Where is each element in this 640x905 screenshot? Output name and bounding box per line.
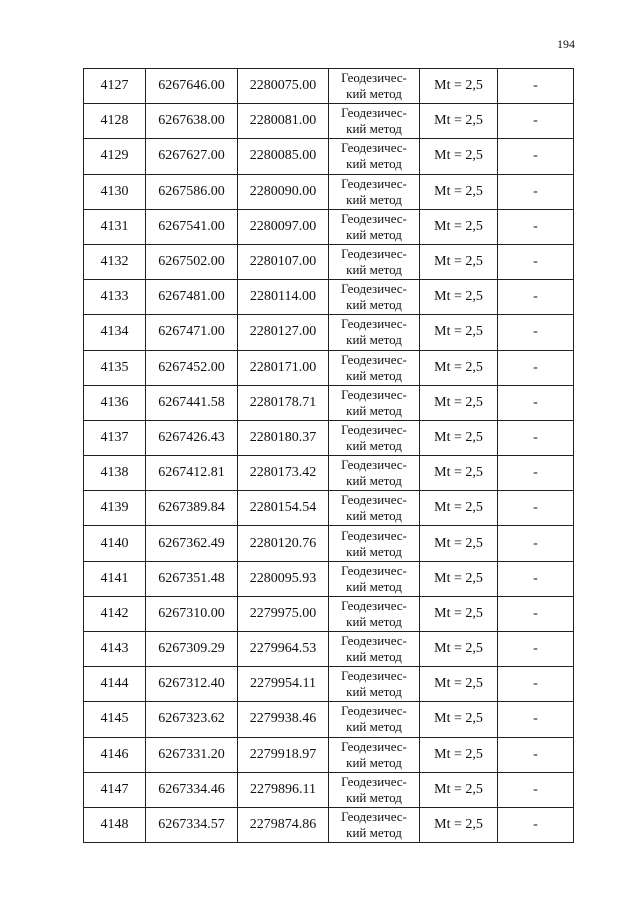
method-text-line: Геодезичес- [341, 351, 407, 367]
method-text-line: кий метод [346, 473, 402, 489]
method-text-line: кий метод [346, 121, 402, 137]
table-row [84, 350, 574, 385]
accuracy-cell: Mt = 2,5 [420, 667, 498, 702]
point-number-cell: 4139 [84, 491, 146, 526]
point-number-cell: 4143 [84, 632, 146, 667]
note-cell: - [498, 350, 574, 385]
note-cell: - [498, 315, 574, 350]
note-cell: - [498, 807, 574, 842]
method-cell [329, 174, 420, 209]
method-text-line: кий метод [346, 156, 402, 172]
method-text-line: кий метод [346, 684, 402, 700]
accuracy-cell: Mt = 2,5 [420, 420, 498, 455]
method-cell [329, 456, 420, 491]
table-row [84, 209, 574, 244]
x-coordinate-cell: 6267646.00 [146, 69, 238, 104]
note-cell: - [498, 69, 574, 104]
y-coordinate-cell: 2280178.71 [238, 385, 329, 420]
note-cell: - [498, 596, 574, 631]
method-text-line: кий метод [346, 226, 402, 242]
table-row [84, 561, 574, 596]
method-text-line: Геодезичес- [341, 597, 407, 613]
method-text-line: Геодезичес- [341, 421, 407, 437]
point-number-cell: 4146 [84, 737, 146, 772]
note-cell: - [498, 174, 574, 209]
point-number-cell: 4134 [84, 315, 146, 350]
y-coordinate-cell: 2280120.76 [238, 526, 329, 561]
table-row [84, 491, 574, 526]
x-coordinate-cell: 6267627.00 [146, 139, 238, 174]
x-coordinate-cell: 6267471.00 [146, 315, 238, 350]
note-cell: - [498, 491, 574, 526]
method-text-line: кий метод [346, 719, 402, 735]
y-coordinate-cell: 2279954.11 [238, 667, 329, 702]
note-cell: - [498, 139, 574, 174]
y-coordinate-cell: 2279964.53 [238, 632, 329, 667]
x-coordinate-cell: 6267389.84 [146, 491, 238, 526]
table-row [84, 526, 574, 561]
method-text-line: кий метод [346, 613, 402, 629]
accuracy-cell: Mt = 2,5 [420, 807, 498, 842]
note-cell: - [498, 456, 574, 491]
point-number-cell: 4136 [84, 385, 146, 420]
point-number-cell: 4147 [84, 772, 146, 807]
note-cell: - [498, 632, 574, 667]
point-number-cell: 4142 [84, 596, 146, 631]
method-text-line: кий метод [346, 191, 402, 207]
method-cell [329, 737, 420, 772]
y-coordinate-cell: 2279918.97 [238, 737, 329, 772]
method-cell [329, 561, 420, 596]
table-row [84, 737, 574, 772]
table-row [84, 632, 574, 667]
method-text-line: Геодезичес- [341, 703, 407, 719]
method-text-line: кий метод [346, 789, 402, 805]
method-text-line: кий метод [346, 332, 402, 348]
method-text-line: кий метод [346, 297, 402, 313]
method-text-line: кий метод [346, 508, 402, 524]
method-cell [329, 350, 420, 385]
method-cell [329, 104, 420, 139]
y-coordinate-cell: 2280173.42 [238, 456, 329, 491]
method-text-line: Геодезичес- [341, 175, 407, 191]
method-cell [329, 420, 420, 455]
y-coordinate-cell: 2279938.46 [238, 702, 329, 737]
x-coordinate-cell: 6267481.00 [146, 280, 238, 315]
y-coordinate-cell: 2280090.00 [238, 174, 329, 209]
accuracy-cell: Mt = 2,5 [420, 632, 498, 667]
y-coordinate-cell: 2280171.00 [238, 350, 329, 385]
table-row [84, 807, 574, 842]
method-text-line: Геодезичес- [341, 105, 407, 121]
point-number-cell: 4131 [84, 209, 146, 244]
point-number-cell: 4130 [84, 174, 146, 209]
method-text-line: Геодезичес- [341, 773, 407, 789]
x-coordinate-cell: 6267312.40 [146, 667, 238, 702]
accuracy-cell: Mt = 2,5 [420, 350, 498, 385]
method-text-line: кий метод [346, 543, 402, 559]
x-coordinate-cell: 6267362.49 [146, 526, 238, 561]
page-number: 194 [557, 37, 575, 51]
table-row [84, 456, 574, 491]
accuracy-cell: Mt = 2,5 [420, 244, 498, 279]
y-coordinate-cell: 2279975.00 [238, 596, 329, 631]
method-cell [329, 280, 420, 315]
table-row [84, 280, 574, 315]
method-text-line: кий метод [346, 86, 402, 102]
method-cell [329, 596, 420, 631]
accuracy-cell: Mt = 2,5 [420, 772, 498, 807]
note-cell: - [498, 280, 574, 315]
point-number-cell: 4133 [84, 280, 146, 315]
y-coordinate-cell: 2280081.00 [238, 104, 329, 139]
method-cell [329, 702, 420, 737]
coordinates-table [83, 68, 574, 843]
accuracy-cell: Mt = 2,5 [420, 69, 498, 104]
y-coordinate-cell: 2280107.00 [238, 244, 329, 279]
method-text-line: кий метод [346, 367, 402, 383]
y-coordinate-cell: 2280085.00 [238, 139, 329, 174]
point-number-cell: 4132 [84, 244, 146, 279]
accuracy-cell: Mt = 2,5 [420, 315, 498, 350]
accuracy-cell: Mt = 2,5 [420, 385, 498, 420]
method-cell [329, 632, 420, 667]
x-coordinate-cell: 6267331.20 [146, 737, 238, 772]
accuracy-cell: Mt = 2,5 [420, 561, 498, 596]
method-text-line: Геодезичес- [341, 70, 407, 86]
point-number-cell: 4128 [84, 104, 146, 139]
note-cell: - [498, 420, 574, 455]
table-row [84, 702, 574, 737]
point-number-cell: 4140 [84, 526, 146, 561]
y-coordinate-cell: 2279896.11 [238, 772, 329, 807]
point-number-cell: 4148 [84, 807, 146, 842]
table-row [84, 174, 574, 209]
accuracy-cell: Mt = 2,5 [420, 139, 498, 174]
method-cell [329, 139, 420, 174]
method-text-line: кий метод [346, 825, 402, 841]
note-cell: - [498, 104, 574, 139]
method-text-line: Геодезичес- [341, 527, 407, 543]
method-text-line: кий метод [346, 262, 402, 278]
table-row [84, 139, 574, 174]
note-cell: - [498, 702, 574, 737]
y-coordinate-cell: 2280097.00 [238, 209, 329, 244]
method-text-line: Геодезичес- [341, 492, 407, 508]
method-text-line: Геодезичес- [341, 668, 407, 684]
table-row [84, 385, 574, 420]
x-coordinate-cell: 6267309.29 [146, 632, 238, 667]
method-text-line: Геодезичес- [341, 281, 407, 297]
accuracy-cell: Mt = 2,5 [420, 209, 498, 244]
y-coordinate-cell: 2280075.00 [238, 69, 329, 104]
point-number-cell: 4145 [84, 702, 146, 737]
point-number-cell: 4144 [84, 667, 146, 702]
method-cell [329, 526, 420, 561]
table-row [84, 315, 574, 350]
method-text-line: Геодезичес- [341, 246, 407, 262]
point-number-cell: 4129 [84, 139, 146, 174]
x-coordinate-cell: 6267452.00 [146, 350, 238, 385]
y-coordinate-cell: 2280114.00 [238, 280, 329, 315]
method-cell [329, 315, 420, 350]
point-number-cell: 4138 [84, 456, 146, 491]
note-cell: - [498, 385, 574, 420]
method-cell [329, 385, 420, 420]
x-coordinate-cell: 6267351.48 [146, 561, 238, 596]
point-number-cell: 4127 [84, 69, 146, 104]
method-cell [329, 807, 420, 842]
accuracy-cell: Mt = 2,5 [420, 456, 498, 491]
y-coordinate-cell: 2280095.93 [238, 561, 329, 596]
method-cell [329, 491, 420, 526]
x-coordinate-cell: 6267310.00 [146, 596, 238, 631]
note-cell: - [498, 561, 574, 596]
table-row [84, 420, 574, 455]
accuracy-cell: Mt = 2,5 [420, 491, 498, 526]
x-coordinate-cell: 6267441.58 [146, 385, 238, 420]
method-text-line: кий метод [346, 437, 402, 453]
accuracy-cell: Mt = 2,5 [420, 737, 498, 772]
note-cell: - [498, 526, 574, 561]
y-coordinate-cell: 2280127.00 [238, 315, 329, 350]
method-text-line: Геодезичес- [341, 210, 407, 226]
method-text-line: кий метод [346, 578, 402, 594]
note-cell: - [498, 772, 574, 807]
accuracy-cell: Mt = 2,5 [420, 526, 498, 561]
method-text-line: кий метод [346, 649, 402, 665]
table-row [84, 244, 574, 279]
accuracy-cell: Mt = 2,5 [420, 702, 498, 737]
x-coordinate-cell: 6267334.57 [146, 807, 238, 842]
method-text-line: Геодезичес- [341, 562, 407, 578]
note-cell: - [498, 737, 574, 772]
method-text-line: кий метод [346, 402, 402, 418]
method-text-line: Геодезичес- [341, 738, 407, 754]
method-text-line: Геодезичес- [341, 809, 407, 825]
note-cell: - [498, 209, 574, 244]
accuracy-cell: Mt = 2,5 [420, 596, 498, 631]
y-coordinate-cell: 2280180.37 [238, 420, 329, 455]
method-text-line: Геодезичес- [341, 140, 407, 156]
note-cell: - [498, 244, 574, 279]
point-number-cell: 4141 [84, 561, 146, 596]
coordinates-table-body [84, 69, 574, 843]
method-cell [329, 772, 420, 807]
x-coordinate-cell: 6267412.81 [146, 456, 238, 491]
method-text-line: Геодезичес- [341, 633, 407, 649]
x-coordinate-cell: 6267638.00 [146, 104, 238, 139]
x-coordinate-cell: 6267323.62 [146, 702, 238, 737]
x-coordinate-cell: 6267586.00 [146, 174, 238, 209]
accuracy-cell: Mt = 2,5 [420, 174, 498, 209]
method-text-line: Геодезичес- [341, 386, 407, 402]
x-coordinate-cell: 6267426.43 [146, 420, 238, 455]
method-text-line: Геодезичес- [341, 316, 407, 332]
table-row [84, 596, 574, 631]
table-row [84, 772, 574, 807]
table-row [84, 69, 574, 104]
x-coordinate-cell: 6267502.00 [146, 244, 238, 279]
point-number-cell: 4137 [84, 420, 146, 455]
y-coordinate-cell: 2279874.86 [238, 807, 329, 842]
x-coordinate-cell: 6267334.46 [146, 772, 238, 807]
accuracy-cell: Mt = 2,5 [420, 280, 498, 315]
table-row [84, 667, 574, 702]
method-cell [329, 244, 420, 279]
method-cell [329, 667, 420, 702]
accuracy-cell: Mt = 2,5 [420, 104, 498, 139]
method-text-line: кий метод [346, 754, 402, 770]
method-cell [329, 209, 420, 244]
y-coordinate-cell: 2280154.54 [238, 491, 329, 526]
note-cell: - [498, 667, 574, 702]
method-text-line: Геодезичес- [341, 457, 407, 473]
point-number-cell: 4135 [84, 350, 146, 385]
table-row [84, 104, 574, 139]
method-cell [329, 69, 420, 104]
x-coordinate-cell: 6267541.00 [146, 209, 238, 244]
